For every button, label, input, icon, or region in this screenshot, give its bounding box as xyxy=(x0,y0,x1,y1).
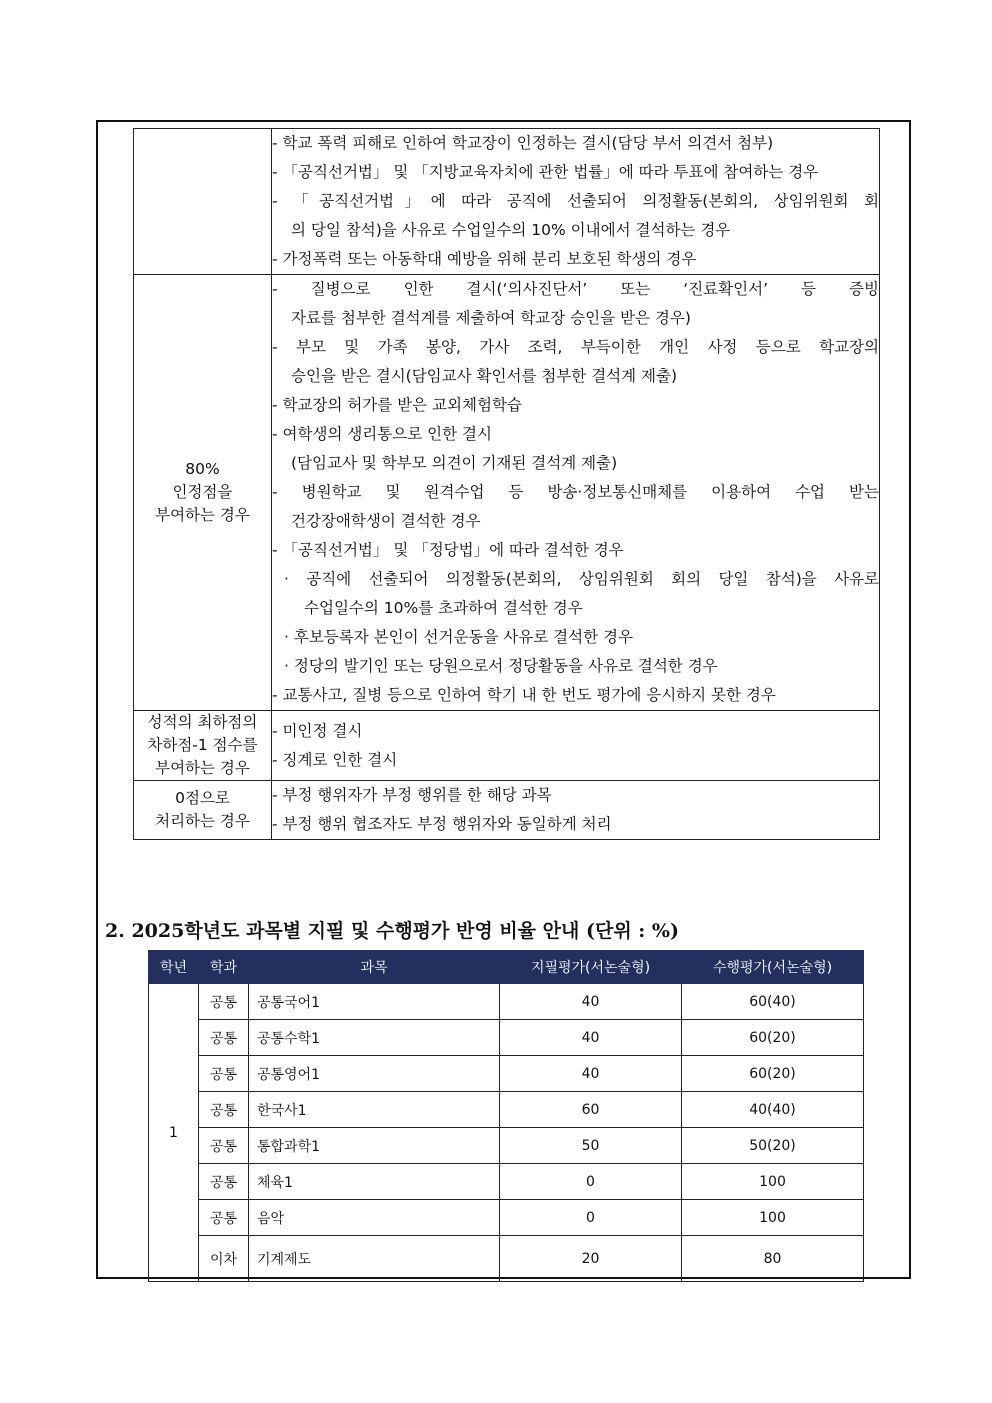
dept-cell: 공통 xyxy=(199,1092,249,1128)
policy-item-line: · 공직에 선출되어 의정활동(본회의, 상임위원회 회의 당일 참석)을 사유로 xyxy=(284,570,879,588)
table-row xyxy=(149,1092,864,1128)
dept-cell: 공통 xyxy=(199,1020,249,1056)
policy-category: 0점으로 처리하는 경우 xyxy=(134,781,272,840)
policy-item-line: - 학교장의 허가를 받은 교외체험학습 xyxy=(272,396,522,414)
performance-ratio-cell: 60(40) xyxy=(682,984,864,1020)
policy-row xyxy=(134,711,880,781)
subject-cell: 공통국어1 xyxy=(249,984,500,1020)
performance-ratio-cell: 60(20) xyxy=(682,1056,864,1092)
written-ratio-cell: 0 xyxy=(500,1200,682,1236)
table-row xyxy=(149,1164,864,1200)
policy-item-line: - 학교 폭력 피해로 인하여 학교장이 인정하는 결시(담당 부서 의견서 첨부) xyxy=(272,134,774,152)
table-row xyxy=(149,1236,864,1282)
policy-category: 80% 인정점을 부여하는 경우 xyxy=(134,275,272,711)
dept-cell: 공통 xyxy=(199,1056,249,1092)
policy-item-line: - 「공직선거법」 및 「정당법」에 따라 결석한 경우 xyxy=(272,541,624,559)
table-row xyxy=(149,984,864,1020)
dept-cell: 이차 xyxy=(199,1236,249,1282)
performance-ratio-cell: 100 xyxy=(682,1164,864,1200)
policy-items xyxy=(272,275,880,711)
policy-category xyxy=(134,129,272,275)
table-header-row xyxy=(149,951,864,984)
policy-item-line: - 부모 및 가족 봉양, 가사 조력, 부득이한 개인 사정 등으로 학교장의 xyxy=(272,338,879,356)
table-row xyxy=(149,1128,864,1164)
policy-row xyxy=(134,129,880,275)
subject-cell: 체육1 xyxy=(249,1164,500,1200)
dept-cell: 공통 xyxy=(199,984,249,1020)
subject-cell: 기계제도 xyxy=(249,1236,500,1282)
dept-cell: 공통 xyxy=(199,1200,249,1236)
policy-item-line: · 정당의 발기인 또는 당원으로서 정당활동을 사유로 결석한 경우 xyxy=(284,657,718,675)
policy-item-line: - 미인정 결시 xyxy=(272,721,363,740)
table-row xyxy=(149,1056,864,1092)
policy-item-line: - 여학생의 생리통으로 인한 결시 xyxy=(272,425,492,443)
col-header-subject: 과목 xyxy=(249,951,500,984)
table-row xyxy=(149,1200,864,1236)
policy-row xyxy=(134,275,880,711)
performance-ratio-cell: 50(20) xyxy=(682,1128,864,1164)
policy-item-line: - 병원학교 및 원격수업 등 방송·정보통신매체를 이용하여 수업 받는 xyxy=(272,483,879,501)
dept-cell: 공통 xyxy=(199,1164,249,1200)
policy-item-line: - 「공직선거법」에 따라 공직에 선출되어 의정활동(본회의, 상임위원회 회 xyxy=(272,192,879,210)
dept-cell: 공통 xyxy=(199,1128,249,1164)
policy-item-line: 승인을 받은 결시(담임교사 확인서를 첨부한 결석계 제출) xyxy=(291,367,678,385)
policy-item-line: - 부정 행위자가 부정 행위를 한 해당 과목 xyxy=(272,786,552,804)
written-ratio-cell: 20 xyxy=(500,1236,682,1282)
absence-policy-table xyxy=(133,128,880,840)
policy-item-line: - 질병으로 인한 결시(‘의사진단서’ 또는 ‘진료확인서’ 등 증빙 xyxy=(272,280,879,298)
performance-ratio-cell: 40(40) xyxy=(682,1092,864,1128)
policy-item-line: - 부정 행위 협조자도 부정 행위자와 동일하게 처리 xyxy=(272,815,612,833)
policy-item-line: - 교통사고, 질병 등으로 인하여 학기 내 한 번도 평가에 응시하지 못한 경우 xyxy=(272,686,776,704)
grade-cell: 1 xyxy=(149,984,199,1282)
written-ratio-cell: 0 xyxy=(500,1164,682,1200)
policy-item-line: - 가정폭력 또는 아동학대 예방을 위해 분리 보호된 학생의 경우 xyxy=(272,250,697,268)
policy-items xyxy=(272,129,880,275)
policy-category: 성적의 최하점의 차하점-1 점수를 부여하는 경우 xyxy=(134,711,272,781)
subject-cell: 통합과학1 xyxy=(249,1128,500,1164)
policy-item-line: 건강장애학생이 결석한 경우 xyxy=(291,512,481,530)
subject-cell: 음악 xyxy=(249,1200,500,1236)
written-ratio-cell: 40 xyxy=(500,1056,682,1092)
written-ratio-cell: 60 xyxy=(500,1092,682,1128)
performance-ratio-cell: 60(20) xyxy=(682,1020,864,1056)
written-ratio-cell: 40 xyxy=(500,984,682,1020)
col-header-grade: 학년 xyxy=(149,951,199,984)
col-header-performance: 수행평가(서논술형) xyxy=(682,951,864,984)
table-row xyxy=(149,1020,864,1056)
subject-cell: 공통수학1 xyxy=(249,1020,500,1056)
performance-ratio-cell: 80 xyxy=(682,1236,864,1282)
policy-item-line: - 「공직선거법」 및 「지방교육자치에 관한 법률」에 따라 투표에 참여하는 경우 xyxy=(272,163,819,181)
col-header-dept: 학과 xyxy=(199,951,249,984)
performance-ratio-cell: 100 xyxy=(682,1200,864,1236)
policy-item-line: 수업일수의 10%를 초과하여 결석한 경우 xyxy=(304,599,583,617)
subject-cell: 한국사1 xyxy=(249,1092,500,1128)
col-header-written: 지필평가(서논술형) xyxy=(500,951,682,984)
policy-row xyxy=(134,781,880,840)
policy-items xyxy=(272,781,880,840)
policy-item-line: 의 당일 참석)을 사유로 수업일수의 10% 이내에서 결석하는 경우 xyxy=(291,221,731,239)
policy-item-line: - 징계로 인한 결시 xyxy=(272,750,398,769)
written-ratio-cell: 50 xyxy=(500,1128,682,1164)
policy-item-line: (담임교사 및 학부모 의견이 기재된 결석계 제출) xyxy=(291,454,618,472)
subject-cell: 공통영어1 xyxy=(249,1056,500,1092)
policy-item-line: · 후보등록자 본인이 선거운동을 사유로 결석한 경우 xyxy=(284,628,633,646)
policy-item-line: 자료를 첨부한 결석계를 제출하여 학교장 승인을 받은 경우) xyxy=(291,309,691,327)
section-heading: 2. 2025학년도 과목별 지필 및 수행평가 반영 비율 안내 (단위 : %) xyxy=(105,920,679,942)
written-ratio-cell: 40 xyxy=(500,1020,682,1056)
policy-items xyxy=(272,711,880,781)
assessment-ratio-table xyxy=(148,950,864,1282)
